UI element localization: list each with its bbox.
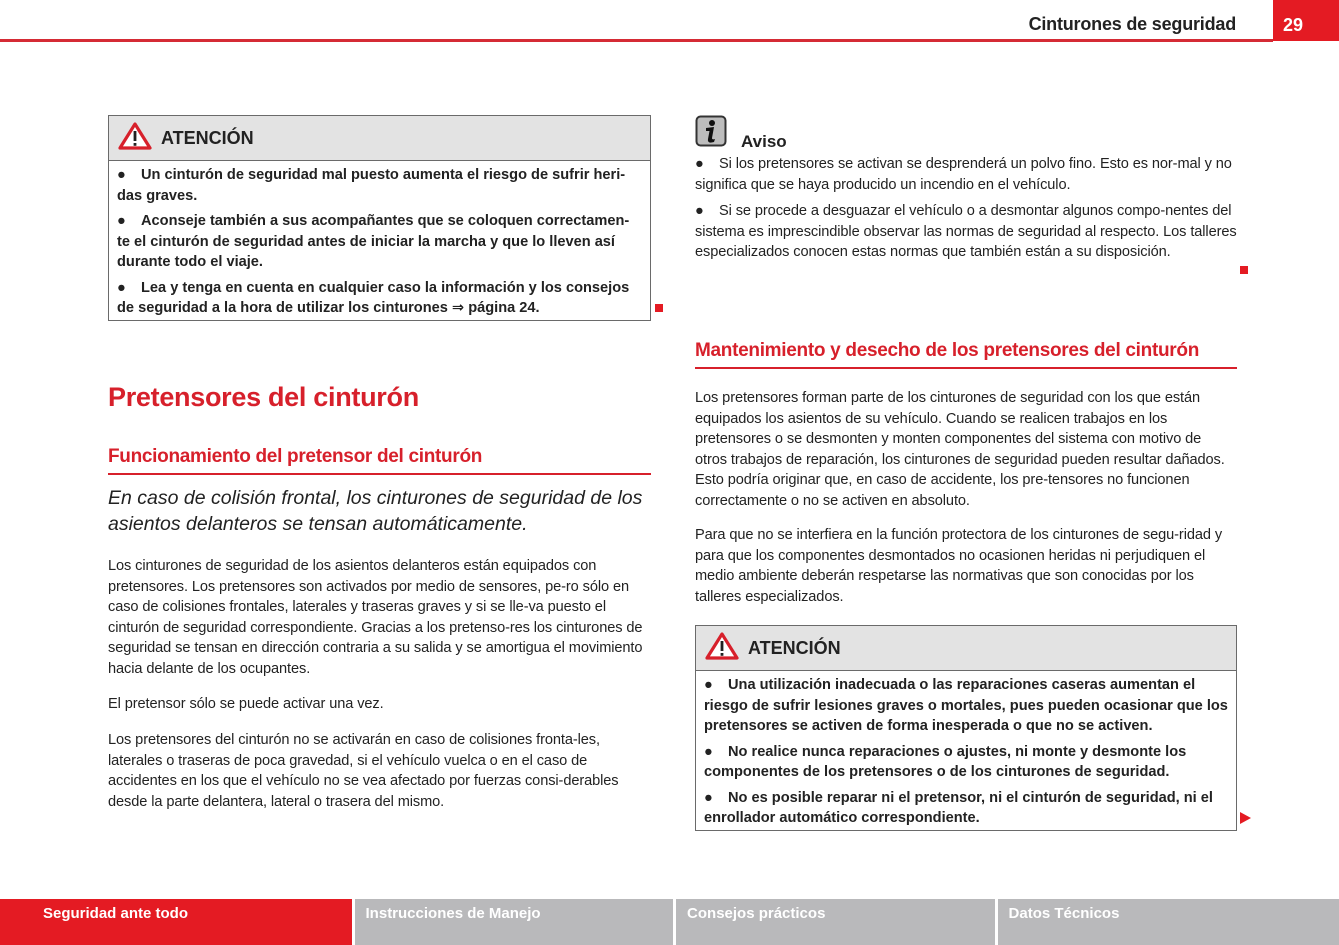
footer-tab-seguridad[interactable]: Seguridad ante todo: [0, 899, 352, 945]
warning-list: [109, 161, 650, 325]
warning-list: [696, 671, 1236, 835]
section-heading-funcionamiento: Funcionamiento del pretensor del cinturón: [108, 446, 651, 475]
note-title: Aviso: [741, 132, 787, 151]
bullet-icon: ●: [117, 213, 126, 229]
body-text-right: [695, 388, 1237, 511]
body-text-left: [108, 730, 651, 812]
warning-title: ATENCIÓN: [161, 127, 254, 148]
warning-item: ● Una utilización inadecuada o las reparaciones caseras aumentan el riesgo de sufrir lesiones graves o mortales, pues pueden ocasionar que los pretensores se activen de forma inesperada o que no se activen.: [704, 677, 1228, 734]
warning-box-header: [696, 626, 1236, 671]
lead-paragraph: En caso de colisión frontal, los cinturones de seguridad de los asientos delanteros se tensan automáticamente.: [108, 487, 643, 535]
page-number: 29: [1273, 0, 1339, 41]
bullet-icon: ●: [117, 279, 126, 296]
info-icon: [695, 115, 727, 152]
note-item: ● Si los pretensores se activan se desprenderá un polvo fino. Esto es nor-mal y no significa que se haya producido un incendio en el vehículo.: [695, 156, 1232, 193]
warning-item: ● Aconseje también a sus acompañantes que se coloquen correctamen-te el cinturón de seguridad antes de iniciar la marcha y que lo lleven así durante todo el viaje.: [117, 213, 630, 270]
warning-triangle-icon: [117, 121, 153, 156]
warning-title: ATENCIÓN: [748, 637, 841, 658]
warning-item: ● No es posible reparar ni el pretensor, ni el cinturón de seguridad, ni el enrollador automático correspondiente.: [704, 789, 1213, 826]
warning-box-pretensioner: [695, 625, 1237, 831]
warning-item: ● No realice nunca reparaciones o ajustes, ni monte y desmonte los componentes de los pretensores o de los cinturones de seguridad.: [704, 743, 1187, 780]
note-list: [695, 154, 1237, 263]
running-header-title: Cinturones de seguridad: [1028, 14, 1236, 34]
warning-box-seatbelt: [108, 115, 651, 321]
footer-tab-datos[interactable]: Datos Técnicos: [998, 899, 1339, 945]
note-item: ● Si se procede a desguazar el vehículo o a desmontar algunos compo-nentes del sistema es imprescindible observar las normas de seguridad al respecto. Los talleres especializados conocen estas normas que también están a su disposición.: [695, 203, 1237, 260]
warning-item: ● Un cinturón de seguridad mal puesto aumenta el riesgo de sufrir heri-das graves.: [117, 167, 626, 204]
paragraph: Los pretensores del cinturón no se activarán en caso de colisiones fronta-les, laterales o traseras de poca gravedad, si el vehículo vuelca o en el caso de accidentes en los que el vehículo no se vea afectado por fuerzas consi-derables desde la parte delantera, lateral o trasera del mismo.: [108, 732, 619, 810]
chapter-title: Pretensores del cinturón: [108, 382, 419, 412]
continued-arrow-icon: [1240, 812, 1251, 824]
page-reference-link[interactable]: Lea y tenga en cuenta en cualquier caso la información y los consejos de seguridad a la hora de utilizar los cinturones ⇒ página 24.: [117, 279, 630, 316]
bullet-icon: ●: [695, 156, 704, 172]
footer-tab-instrucciones[interactable]: Instrucciones de Manejo: [355, 899, 674, 945]
header-rule: [0, 39, 1273, 42]
paragraph: Los cinturones de seguridad de los asientos delanteros están equipados con pretensores. Los pretensores son activados por medio de sensores, pe-ro sólo en caso de colisiones frontales, laterales y traseras graves y si se lle-va puesto el cinturón de seguridad correspondiente. Gracias a los pretenso-res los cinturones de seguridad se tensan en dirección contraria a su salida y se amortigua el movimiento hacia delante de los ocupantes.: [108, 558, 643, 677]
paragraph: Para que no se interfiera en la función protectora de los cinturones de segu-ridad y para que los componentes desmontados no ocasionen heridas ni perjudiquen el medio ambiente deberán respetarse las normativas que son conocidas por los talleres especializados.: [695, 527, 1223, 605]
end-of-section-mark-icon: [1240, 266, 1248, 274]
body-text-right: [695, 525, 1237, 607]
body-text-left: [108, 694, 651, 715]
note-header: [695, 115, 787, 152]
bullet-icon: ●: [695, 203, 704, 219]
bullet-icon: ●: [704, 743, 713, 760]
bullet-icon: ●: [704, 789, 713, 806]
warning-triangle-icon: [704, 631, 740, 666]
warning-item: [117, 278, 642, 319]
footer-tab-consejos[interactable]: Consejos prácticos: [676, 899, 995, 945]
bullet-icon: ●: [704, 677, 713, 693]
end-of-section-mark-icon: [655, 304, 663, 312]
footer-nav: [0, 899, 1339, 945]
paragraph: El pretensor sólo se puede activar una vez.: [108, 696, 384, 712]
paragraph: Los pretensores forman parte de los cinturones de seguridad con los que están equipados los asientos de su vehículo. Cuando se realicen trabajos en los pretensores o se desmonten y monten componentes del sistema con motivo de otros trabajos de reparación, los cinturones de seguridad pueden resultar dañados. Esto podría originar que, en caso de accidente, los pre-tensores no funcionen correctamente o no se activen en absoluto.: [695, 390, 1225, 509]
body-text-left: [108, 556, 651, 679]
section-heading-mantenimiento: Mantenimiento y desecho de los pretensores del cinturón: [695, 340, 1237, 369]
bullet-icon: ●: [117, 167, 126, 183]
warning-box-header: [109, 116, 650, 161]
